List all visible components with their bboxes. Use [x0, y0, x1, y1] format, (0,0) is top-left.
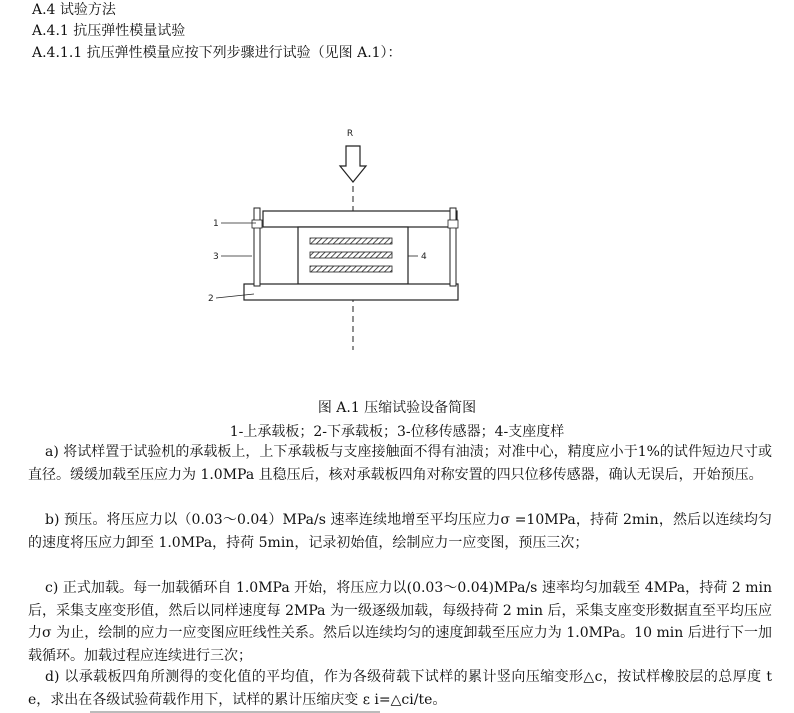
paragraph-b: b) 预压。将压应力以（0.03～0.04）MPa/s 速率连续地增至平均压应力σ =10MPa，持荷 2min，然后以连续均匀的速度将压应力卸至 1.0MPa，持荷 5min，记录初始值，绘制应力一应变图，预压三次； — [28, 512, 772, 551]
load-arrow-icon — [340, 146, 366, 182]
load-label: R — [346, 129, 354, 139]
steel-layer — [310, 238, 392, 244]
figure-legend: 1-上承载板；2-下承载板；3-位移传感器；4-支座度样 — [229, 424, 565, 440]
compression-test-diagram — [200, 122, 490, 390]
callout-1: 1 — [213, 219, 219, 229]
subsection-heading: A.4.1 抗压弹性模量试验 — [32, 23, 186, 39]
callout-2: 2 — [208, 294, 214, 304]
figure-caption: 图 A.1 压缩试验设备简图 — [317, 400, 477, 416]
callout-3: 3 — [213, 252, 219, 262]
steel-layer — [310, 252, 392, 258]
paragraph-c: c) 正式加载。每一加载循环自 1.0MPa 开始，将压应力以(0.03～0.04)MPa/s 速率均匀加载至 4MPa，持荷 2 min 后，采集支座变形值，然后以同样速度每 2MPa 为一级逐级加载，每级持荷 2 min 后，采集支座变形数据直至平均压应力σ 为止，绘制的应力一应变图应旺线性关系。然后以连续均匀的速度卸载至压应力为 1.0MPa。10 min 后进行下一加载循环。加载过程应连续进行三次； — [28, 580, 772, 664]
upper-bearing-plate — [263, 211, 457, 227]
lower-bearing-plate — [244, 284, 458, 300]
steel-layer — [310, 266, 392, 272]
paragraph-a: a) 将试样置于试验机的承载板上，上下承载板与支座接触面不得有油渍；对准中心，精度应小于1%的试件短边尺寸或直径。缓缓加载至压应力为 1.0MPa 且稳压后，核对承载板四角对称安置的四只位移传感器，确认无误后，开始预压。 — [28, 444, 772, 483]
paragraph-d: d) 以承载板四角所测得的变化值的平均值，作为各级荷载下试样的累计竖向压缩变形△c，按试样橡胶层的总厚度 te，求出在各级试验荷载作用下，试样的累计压缩庆变 ε i=△ci/te。 — [28, 669, 772, 708]
section-heading: A.4 试验方法 — [32, 2, 116, 18]
callout-4: 4 — [421, 252, 427, 262]
cropped-next-line — [90, 703, 390, 713]
clause-heading: A.4.1.1 抗压弹性模量应按下列步骤进行试验（见图 A.1）： — [32, 45, 402, 61]
